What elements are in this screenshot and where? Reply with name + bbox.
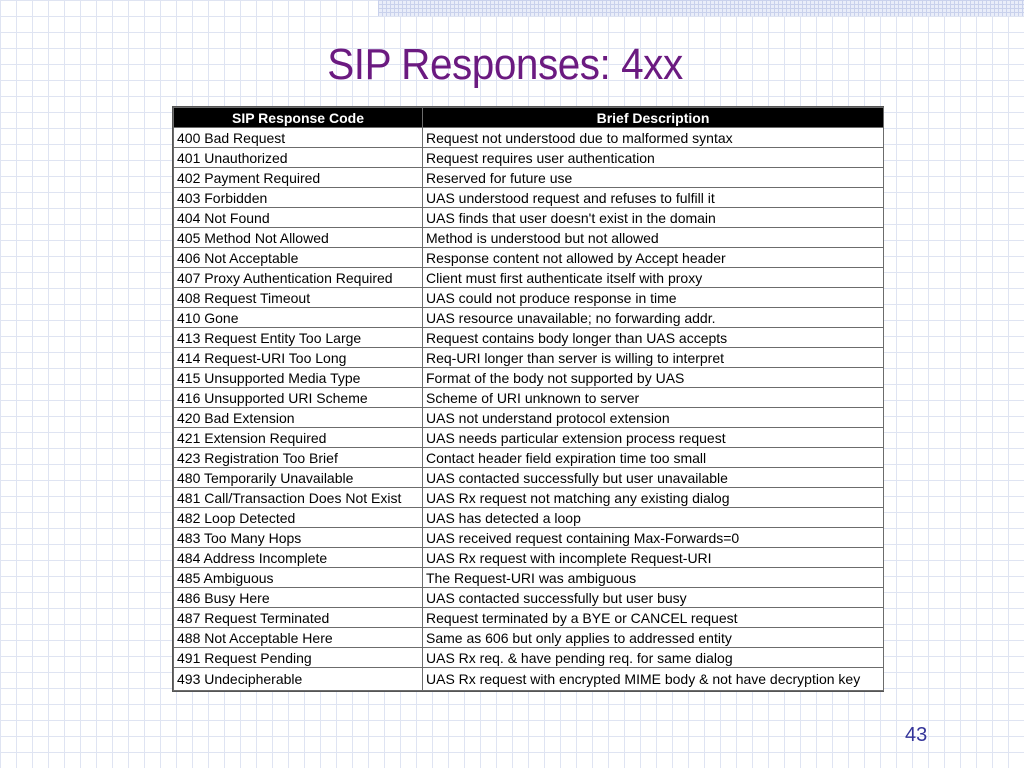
table-row <box>174 568 884 588</box>
table-row <box>174 548 884 568</box>
table-row <box>174 488 884 508</box>
description-cell: Contact header field expiration time too small <box>423 448 884 468</box>
description-cell: Reserved for future use <box>423 168 884 188</box>
description-cell: UAS needs particular extension process request <box>423 428 884 448</box>
table-row <box>174 308 884 328</box>
table-row <box>174 508 884 528</box>
response-code-cell: 488 Not Acceptable Here <box>174 628 423 648</box>
description-cell: UAS Rx request with encrypted MIME body & not have decryption key <box>423 668 884 691</box>
description-cell: UAS contacted successfully but user unavailable <box>423 468 884 488</box>
response-table <box>173 107 884 691</box>
table-row <box>174 408 884 428</box>
description-cell: Response content not allowed by Accept header <box>423 248 884 268</box>
table-row <box>174 428 884 448</box>
response-code-cell: 423 Registration Too Brief <box>174 448 423 468</box>
description-cell: UAS finds that user doesn't exist in the domain <box>423 208 884 228</box>
description-cell: Request not understood due to malformed syntax <box>423 128 884 148</box>
description-cell: The Request-URI was ambiguous <box>423 568 884 588</box>
response-code-cell: 405 Method Not Allowed <box>174 228 423 248</box>
response-code-cell: 482 Loop Detected <box>174 508 423 528</box>
response-code-cell: 486 Busy Here <box>174 588 423 608</box>
response-code-cell: 404 Not Found <box>174 208 423 228</box>
description-cell: UAS Rx req. & have pending req. for same dialog <box>423 648 884 668</box>
table-row <box>174 668 884 691</box>
description-cell: UAS contacted successfully but user busy <box>423 588 884 608</box>
description-cell: UAS Rx request not matching any existing dialog <box>423 488 884 508</box>
description-cell: Format of the body not supported by UAS <box>423 368 884 388</box>
table-row <box>174 388 884 408</box>
description-cell: Request terminated by a BYE or CANCEL request <box>423 608 884 628</box>
response-code-cell: 400 Bad Request <box>174 128 423 148</box>
response-code-cell: 483 Too Many Hops <box>174 528 423 548</box>
table-row <box>174 128 884 148</box>
response-code-cell: 410 Gone <box>174 308 423 328</box>
response-code-cell: 420 Bad Extension <box>174 408 423 428</box>
description-cell: UAS not understand protocol extension <box>423 408 884 428</box>
response-code-cell: 406 Not Acceptable <box>174 248 423 268</box>
response-code-cell: 485 Ambiguous <box>174 568 423 588</box>
table-row <box>174 588 884 608</box>
table-row <box>174 648 884 668</box>
table-row <box>174 448 884 468</box>
response-code-cell: 407 Proxy Authentication Required <box>174 268 423 288</box>
slide-title: SIP Responses: 4xx <box>327 40 683 89</box>
table-row <box>174 228 884 248</box>
response-code-cell: 480 Temporarily Unavailable <box>174 468 423 488</box>
description-cell: Scheme of URI unknown to server <box>423 388 884 408</box>
table-row <box>174 268 884 288</box>
description-cell: Client must first authenticate itself with proxy <box>423 268 884 288</box>
description-cell: UAS could not produce response in time <box>423 288 884 308</box>
response-code-cell: 493 Undecipherable <box>174 668 423 691</box>
response-table-frame <box>172 106 884 692</box>
table-body <box>174 128 884 691</box>
table-row <box>174 348 884 368</box>
response-code-cell: 408 Request Timeout <box>174 288 423 308</box>
response-code-cell: 413 Request Entity Too Large <box>174 328 423 348</box>
header-brief-description: Brief Description <box>423 108 884 128</box>
table-row <box>174 608 884 628</box>
table-row <box>174 288 884 308</box>
table-row <box>174 248 884 268</box>
description-cell: UAS resource unavailable; no forwarding addr. <box>423 308 884 328</box>
table-row <box>174 368 884 388</box>
description-cell: Req-URI longer than server is willing to interpret <box>423 348 884 368</box>
table-row <box>174 188 884 208</box>
table-row <box>174 208 884 228</box>
response-code-cell: 491 Request Pending <box>174 648 423 668</box>
table-row <box>174 628 884 648</box>
table-row <box>174 528 884 548</box>
response-code-cell: 414 Request-URI Too Long <box>174 348 423 368</box>
description-cell: UAS has detected a loop <box>423 508 884 528</box>
description-cell: UAS Rx request with incomplete Request-URI <box>423 548 884 568</box>
description-cell: Same as 606 but only applies to addressed entity <box>423 628 884 648</box>
table-row <box>174 468 884 488</box>
response-code-cell: 403 Forbidden <box>174 188 423 208</box>
table-row <box>174 148 884 168</box>
table-header-row <box>174 108 884 128</box>
response-code-cell: 484 Address Incomplete <box>174 548 423 568</box>
table-row <box>174 328 884 348</box>
response-code-cell: 415 Unsupported Media Type <box>174 368 423 388</box>
response-code-cell: 421 Extension Required <box>174 428 423 448</box>
response-code-cell: 481 Call/Transaction Does Not Exist <box>174 488 423 508</box>
response-code-cell: 402 Payment Required <box>174 168 423 188</box>
page-number: 43 <box>905 724 928 746</box>
description-cell: UAS received request containing Max-Forwards=0 <box>423 528 884 548</box>
header-response-code: SIP Response Code <box>174 108 423 128</box>
table-row <box>174 168 884 188</box>
response-code-cell: 416 Unsupported URI Scheme <box>174 388 423 408</box>
description-cell: Method is understood but not allowed <box>423 228 884 248</box>
corner-decoration <box>378 0 1024 16</box>
description-cell: UAS understood request and refuses to fulfill it <box>423 188 884 208</box>
response-code-cell: 401 Unauthorized <box>174 148 423 168</box>
description-cell: Request requires user authentication <box>423 148 884 168</box>
description-cell: Request contains body longer than UAS accepts <box>423 328 884 348</box>
response-code-cell: 487 Request Terminated <box>174 608 423 628</box>
